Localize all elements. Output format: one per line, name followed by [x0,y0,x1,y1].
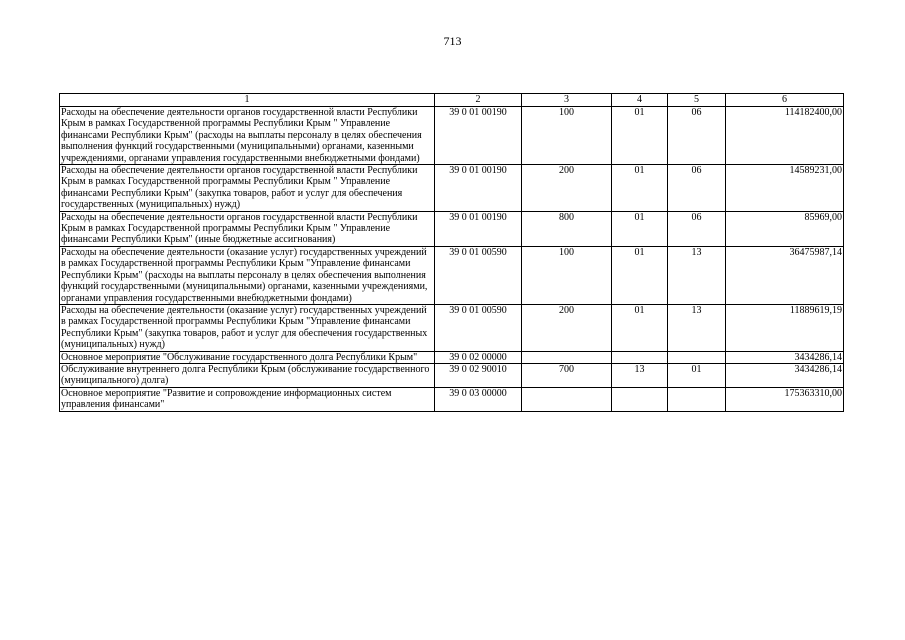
row-sum: 11889619,19 [726,304,844,351]
table-row [60,304,844,351]
row-sum: 85969,00 [726,211,844,246]
row-csr: 39 0 02 90010 [435,363,522,387]
row-name: Расходы на обеспечение деятельности органов государственной власти Республики Крым в рамках Государственной программы Республики Крым " Управление финансами Республики Крым" (иные бюджетные ассигнования) [60,211,435,246]
row-rz: 01 [612,165,668,212]
table-row [60,107,844,165]
row-rz: 13 [612,363,668,387]
row-csr: 39 0 03 00000 [435,387,522,411]
row-vr: 200 [522,304,612,351]
row-rz [612,387,668,411]
row-csr: 39 0 01 00190 [435,211,522,246]
row-csr: 39 0 01 00190 [435,165,522,212]
row-vr: 800 [522,211,612,246]
header-col-1: 1 [60,94,435,107]
row-rz: 01 [612,304,668,351]
row-pr [668,351,726,363]
row-name: Обслуживание внутреннего долга Республики Крым (обслуживание государственного (муниципального) долга) [60,363,435,387]
table-row [60,246,844,304]
row-vr: 100 [522,107,612,165]
row-sum: 114182400,00 [726,107,844,165]
row-rz: 01 [612,246,668,304]
row-vr: 200 [522,165,612,212]
row-csr: 39 0 01 00590 [435,246,522,304]
row-rz: 01 [612,211,668,246]
header-col-3: 3 [522,94,612,107]
row-name: Расходы на обеспечение деятельности органов государственной власти Республики Крым в рамках Государственной программы Республики Крым " Управление финансами Республики Крым" (закупка товаров, работ и услуг для обеспечения государственных (муниципальных) нужд) [60,165,435,212]
row-csr: 39 0 01 00590 [435,304,522,351]
row-sum: 14589231,00 [726,165,844,212]
table-row [60,351,844,363]
row-pr: 06 [668,107,726,165]
row-vr: 700 [522,363,612,387]
header-col-2: 2 [435,94,522,107]
row-sum: 36475987,14 [726,246,844,304]
row-name: Расходы на обеспечение деятельности (оказание услуг) государственных учреждений в рамках Государственной программы Республики Крым "Управление финансами Республики Крым" (закупка товаров, работ и услуг для обеспечения государственных (муниципальных) нужд) [60,304,435,351]
table-row [60,363,844,387]
row-name: Основное мероприятие "Обслуживание государственного долга Республики Крым" [60,351,435,363]
row-csr: 39 0 01 00190 [435,107,522,165]
row-sum: 175363310,00 [726,387,844,411]
row-vr: 100 [522,246,612,304]
row-name: Расходы на обеспечение деятельности (оказание услуг) государственных учреждений в рамках Государственной программы Республики Крым "Управление финансами Республики Крым" (расходы на выплаты персоналу в целях обеспечения выполнения функций государственными (муниципальными) органами, казенными учреждениями, органами управления государственными внебюджетными фондами) [60,246,435,304]
header-row [60,94,844,107]
table-row [60,387,844,411]
row-pr: 01 [668,363,726,387]
table-row [60,211,844,246]
header-col-5: 5 [668,94,726,107]
row-pr: 13 [668,246,726,304]
header-col-6: 6 [726,94,844,107]
row-rz: 01 [612,107,668,165]
row-csr: 39 0 02 00000 [435,351,522,363]
row-sum: 3434286,14 [726,363,844,387]
row-name: Основное мероприятие "Развитие и сопровождение информационных систем управления финансами" [60,387,435,411]
row-sum: 3434286,14 [726,351,844,363]
row-rz [612,351,668,363]
header-col-4: 4 [612,94,668,107]
row-pr: 13 [668,304,726,351]
row-pr: 06 [668,211,726,246]
row-pr: 06 [668,165,726,212]
row-name: Расходы на обеспечение деятельности органов государственной власти Республики Крым в рамках Государственной программы Республики Крым " Управление финансами Республики Крым" (расходы на выплаты персоналу в целях обеспечения выполнения функций государственными (муниципальными) органами, казенными учреждениями, органами управления государственными внебюджетными фондами) [60,107,435,165]
row-vr [522,351,612,363]
row-vr [522,387,612,411]
table-row [60,165,844,212]
page-number: 713 [443,34,462,48]
row-pr [668,387,726,411]
budget-table [59,93,844,412]
